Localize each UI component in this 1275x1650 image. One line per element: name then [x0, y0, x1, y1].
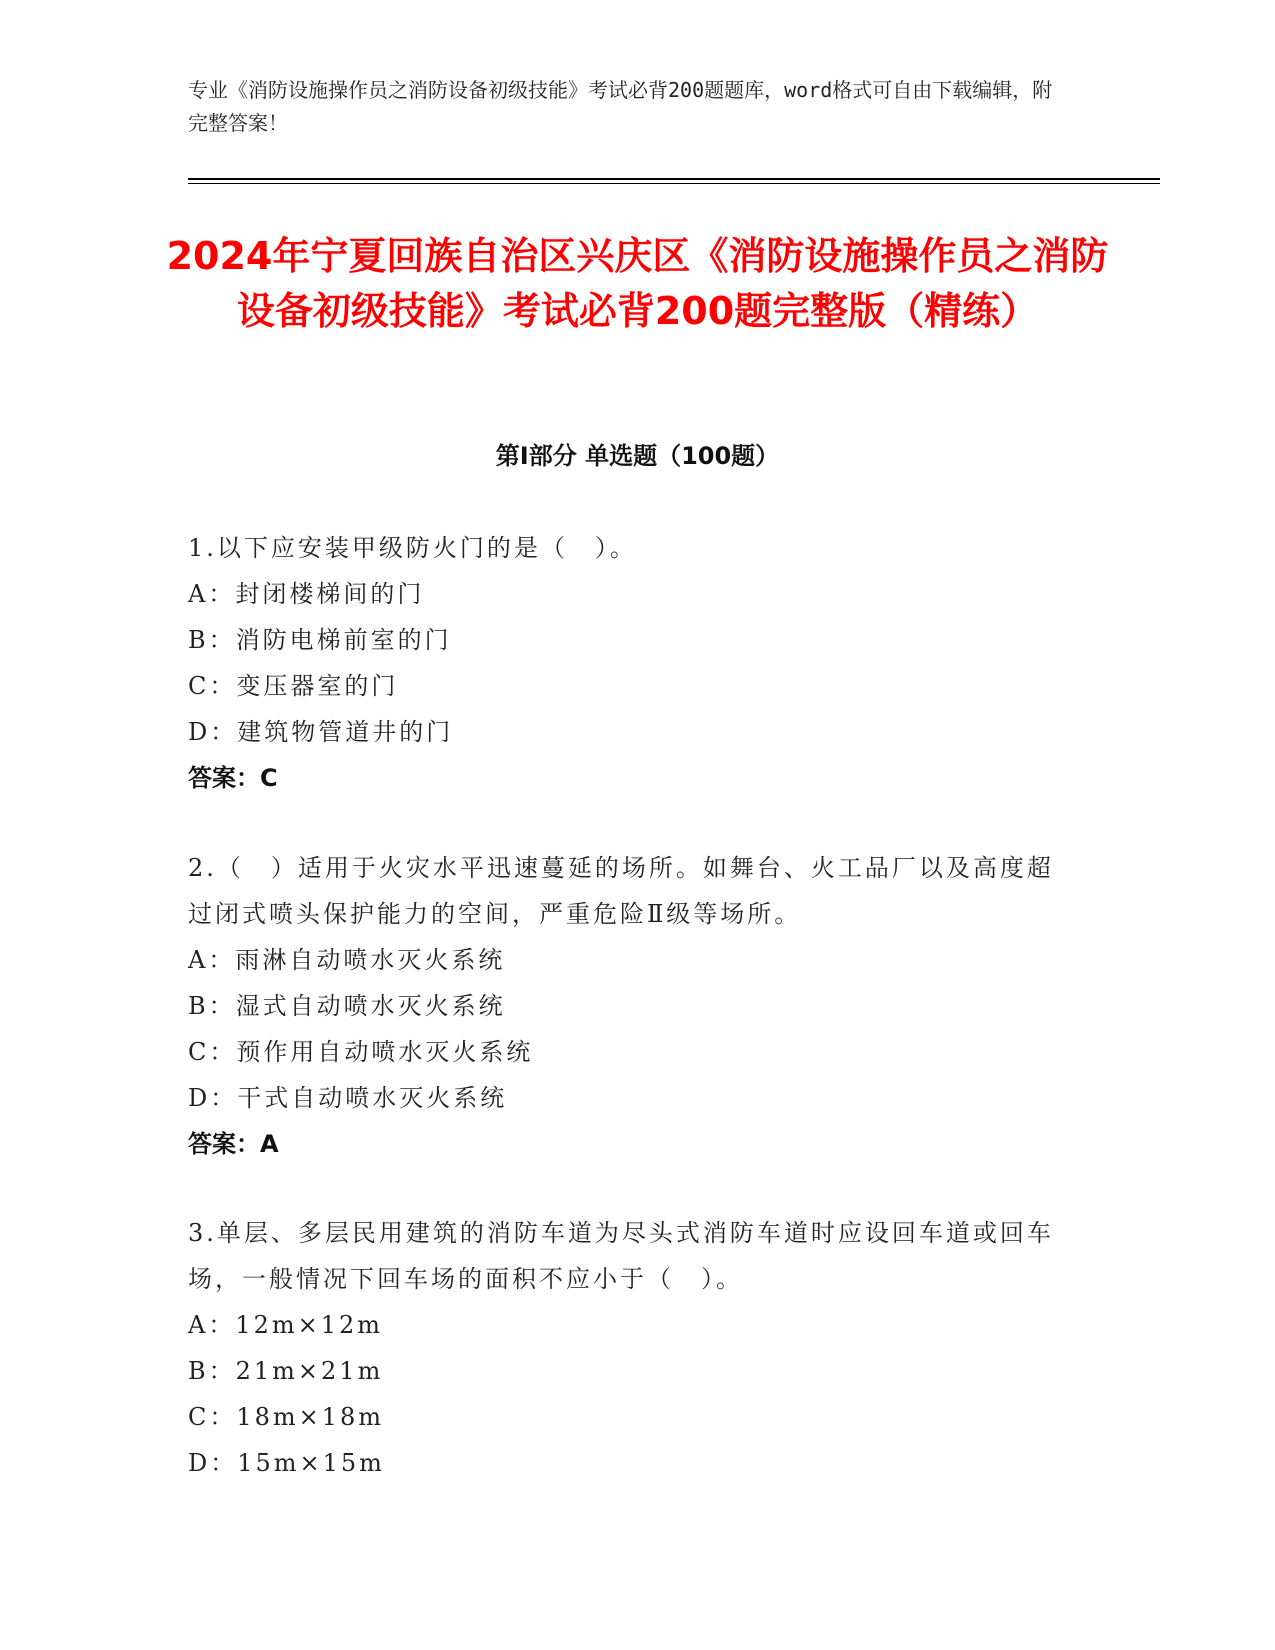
option-d: D：15m×15m [188, 1449, 385, 1477]
option-d: D：建筑物管道井的门 [188, 718, 454, 746]
option-b: B：21m×21m [188, 1357, 384, 1385]
document-title: 2024年宁夏回族自治区兴庆区《消防设施操作员之消防设备初级技能》考试必背200题完整版（精练） [166, 234, 1109, 333]
option-c: C：变压器室的门 [188, 672, 399, 700]
option-c: C：18m×18m [188, 1403, 385, 1431]
option-b: B：消防电梯前室的门 [188, 626, 452, 654]
option-c: C：预作用自动喷水灭火系统 [188, 1038, 534, 1066]
header-rule-thick [188, 178, 1160, 180]
answer: 答案：A [188, 1130, 279, 1158]
answer: 答案：C [188, 764, 278, 792]
option-a: A：封闭楼梯间的门 [188, 580, 425, 608]
option-a: A：雨淋自动喷水灭火系统 [188, 946, 506, 974]
header-rule-thin [188, 183, 1160, 184]
question-2 [188, 845, 1068, 1167]
question-text: 1.以下应安装甲级防火门的是（ ）。 [188, 534, 637, 562]
question-1 [188, 525, 1068, 801]
header-note: 专业《消防设施操作员之消防设备初级技能》考试必背200题题库，word格式可自由下载编辑，附完整答案！ [188, 78, 1053, 135]
option-d: D：干式自动喷水灭火系统 [188, 1084, 508, 1112]
section-heading: 第I部分 单选题（100题） [495, 442, 780, 470]
option-a: A：12m×12m [188, 1311, 384, 1339]
question-text: 3.单层、多层民用建筑的消防车道为尽头式消防车道时应设回车道或回车场，一般情况下回车场的面积不应小于（ ）。 [188, 1219, 1054, 1293]
question-3 [188, 1210, 1068, 1486]
question-text: 2.（ ）适用于火灾水平迅速蔓延的场所。如舞台、火工品厂以及高度超过闭式喷头保护能力的空间，严重危险Ⅱ级等场所。 [188, 854, 1054, 928]
option-b: B：湿式自动喷水灭火系统 [188, 992, 506, 1020]
